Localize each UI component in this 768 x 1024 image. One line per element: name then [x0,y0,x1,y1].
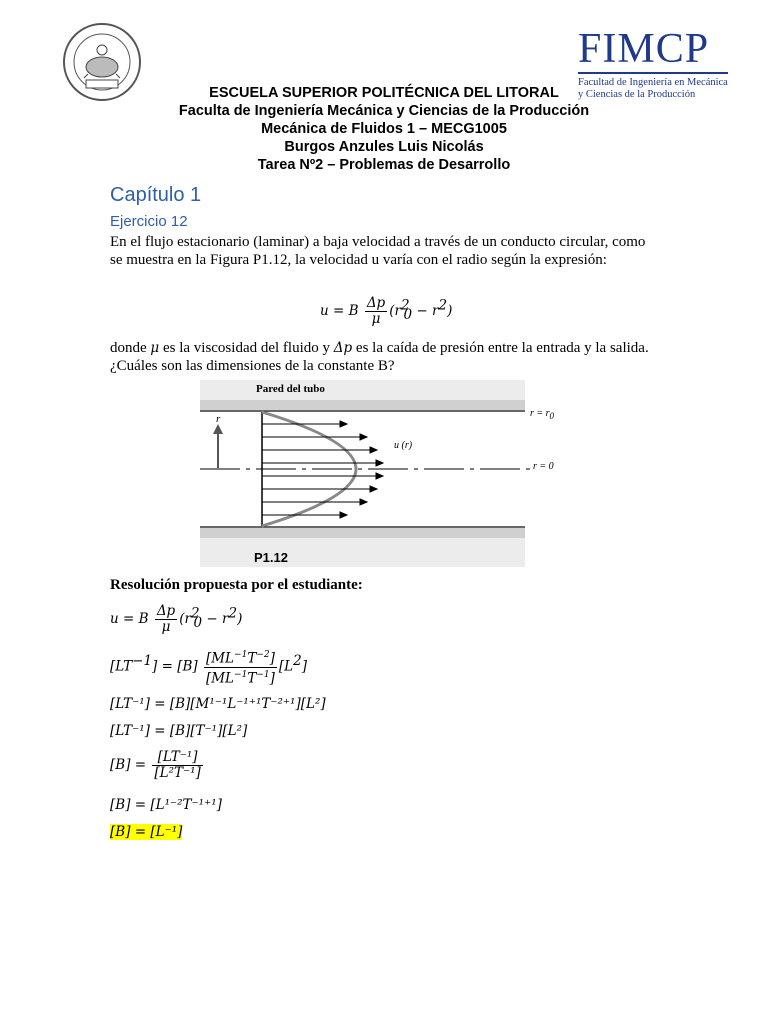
solution-equation-2: $[LT^{-1}] = [B]$ $\frac{[ML^{-1}T^{-2}]}{[ML^{-1}T^{-1}]}$ $[L^2]$ [110,650,307,686]
header-course: Mecánica de Fluidos 1 – MECG1005 [261,121,507,137]
fimcp-logo-subtitle-2: y Ciencias de la Producción [578,89,696,100]
chapter-heading: Capítulo 1 [110,184,202,206]
fimcp-logo-subtitle-1: Facultad de Ingeniería en Mecánica [578,77,728,88]
figure-u-label: u (r) [394,440,413,451]
figure-center-label: r = 0 [533,461,554,472]
solution-equation-6: [B] = [L¹⁻²T⁻¹⁺¹] [110,797,222,813]
figure-r-axis-label: r [216,413,221,425]
figure-r0-label: $r = r_0$ [530,408,555,421]
velocity-equation: u = B $\frac{\Delta p}{\mu}$ $(r^2_0 - r^2)$ [320,295,453,327]
figure-p1-12 [200,380,560,570]
solution-heading: Resolución propuesta por el estudiante: [110,577,363,593]
problem-statement: En el flujo estacionario (laminar) a baja velocidad a través de un conducto circular, como se muestra en la Figura P1.12, la velocidad u varía con el radio según la expresión: [110,234,646,268]
solution-equation-1: u = B $\frac{\Delta p}{\mu}$ $(r^2_0 - r^2)$ [110,603,243,635]
header-institution: ESCUELA SUPERIOR POLITÉCNICA DEL LITORAL [209,85,559,101]
solution-result-highlighted: [B] = [L⁻¹] [110,824,183,840]
figure-wall-label: Pared del tubo [256,383,325,395]
header-student: Burgos Anzules Luis Nicolás [284,139,484,155]
solution-equation-3: [LT⁻¹] = [B][M¹⁻¹L⁻¹⁺¹T⁻²⁺¹][L²] [110,696,326,712]
fimcp-logo-text: FIMCP [578,26,710,72]
exercise-heading: Ejercicio 12 [110,213,188,230]
header-assignment: Tarea Nº2 – Problemas de Desarrollo [257,157,511,173]
solution-equation-4: [LT⁻¹] = [B][T⁻¹][L²] [110,723,248,739]
solution-equation-5: [B] = $\frac{\text{[LT⁻¹]}}{\text{[L²T⁻¹]}}$ [110,749,201,781]
problem-definitions: donde μ es la viscosidad del fluido y Δp es la caída de presión entre la entrada y la salida. ¿Cuáles son las dimensiones de la constante B? [110,340,649,374]
header-faculty: Faculta de Ingeniería Mecánica y Ciencias de la Producción [178,103,590,119]
figure-caption: P1.12 [254,550,288,565]
